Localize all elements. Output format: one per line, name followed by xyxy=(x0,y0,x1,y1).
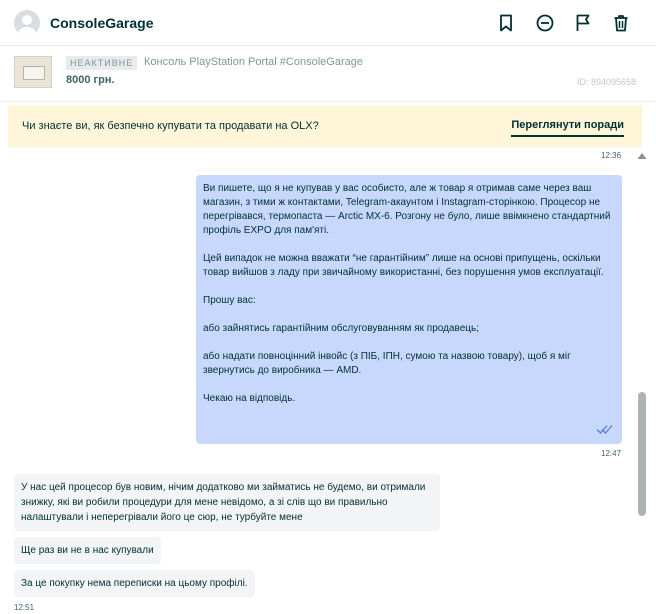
message-timestamp: 12:36 xyxy=(601,151,622,160)
flag-icon[interactable] xyxy=(573,13,593,33)
incoming-message: У нас цей процесор був новим, нічим додатково ми займатись не будемо, ви отримали знижку, які ви робили процедури для мене невідомо, а зі слів що ви правильно налаштували і неперегрівали його це сюр, не турбуйте мене xyxy=(14,474,440,531)
trash-icon[interactable] xyxy=(611,13,631,33)
message-paragraph: Чекаю на відповідь. xyxy=(203,393,296,404)
message-paragraph: або зайнятись гарантійним обслуговуванням як продавець; xyxy=(203,323,479,334)
outgoing-message xyxy=(196,175,622,444)
listing-id: ID: 894095658 xyxy=(576,77,636,87)
incoming-message: Ще раз ви не в нас купували xyxy=(14,537,161,564)
message-paragraph: Прошу вас: xyxy=(203,295,256,306)
message-timestamp: 12:47 xyxy=(601,449,622,458)
status-badge: НЕАКТИВНЕ xyxy=(66,56,137,70)
message-paragraph: Цей випадок не можна вважати “не гарантійним” лише на основі припущень, оскільки товар вийшов з ладу при звичайному використанні, без порушення умов експлуатації. xyxy=(203,253,604,278)
listing-title[interactable]: Консоль PlayStation Portal #ConsoleGarage xyxy=(144,56,363,68)
message-paragraph: або надати повноцінний інвойс (з ПІБ, ІПН, сумою та назвою товару), щоб я міг звернутись до виробника — AMD. xyxy=(203,351,571,376)
view-tips-link[interactable]: Переглянути поради xyxy=(511,119,624,137)
message-timestamp: 12:51 xyxy=(14,603,35,612)
chat-header xyxy=(0,0,656,46)
banner-text: Чи знаєте ви, як безпечно купувати та продавати на OLX? xyxy=(22,120,319,132)
scroll-up-icon[interactable] xyxy=(637,152,647,160)
message-paragraph: Ви пишете, що я не купував у вас особисто, але ж товар я отримав саме через ваш магазин, з тими ж контактами, Telegram-акаунтом і Instagram-сторінкою. Процесор не перегрівався, термопаста — Arctic MX-6. Розгону не було, лише ввімкнено стандартний профіль EXPO для пам'яті. xyxy=(203,183,611,236)
scrollbar-thumb[interactable] xyxy=(638,392,646,516)
listing-thumbnail[interactable] xyxy=(14,56,52,88)
seller-avatar[interactable] xyxy=(14,10,40,36)
safety-banner xyxy=(8,105,642,147)
chat-scrollbar[interactable] xyxy=(636,150,648,614)
bookmark-icon[interactable] xyxy=(496,13,516,33)
listing-summary[interactable] xyxy=(0,46,656,102)
block-icon[interactable] xyxy=(535,13,555,33)
read-receipt-icon xyxy=(596,423,614,435)
listing-price: 8000 грн. xyxy=(66,74,115,86)
shop-name[interactable]: ConsoleGarage xyxy=(50,15,154,31)
incoming-message: За це покупку нема переписки на цьому профілі. xyxy=(14,570,255,597)
